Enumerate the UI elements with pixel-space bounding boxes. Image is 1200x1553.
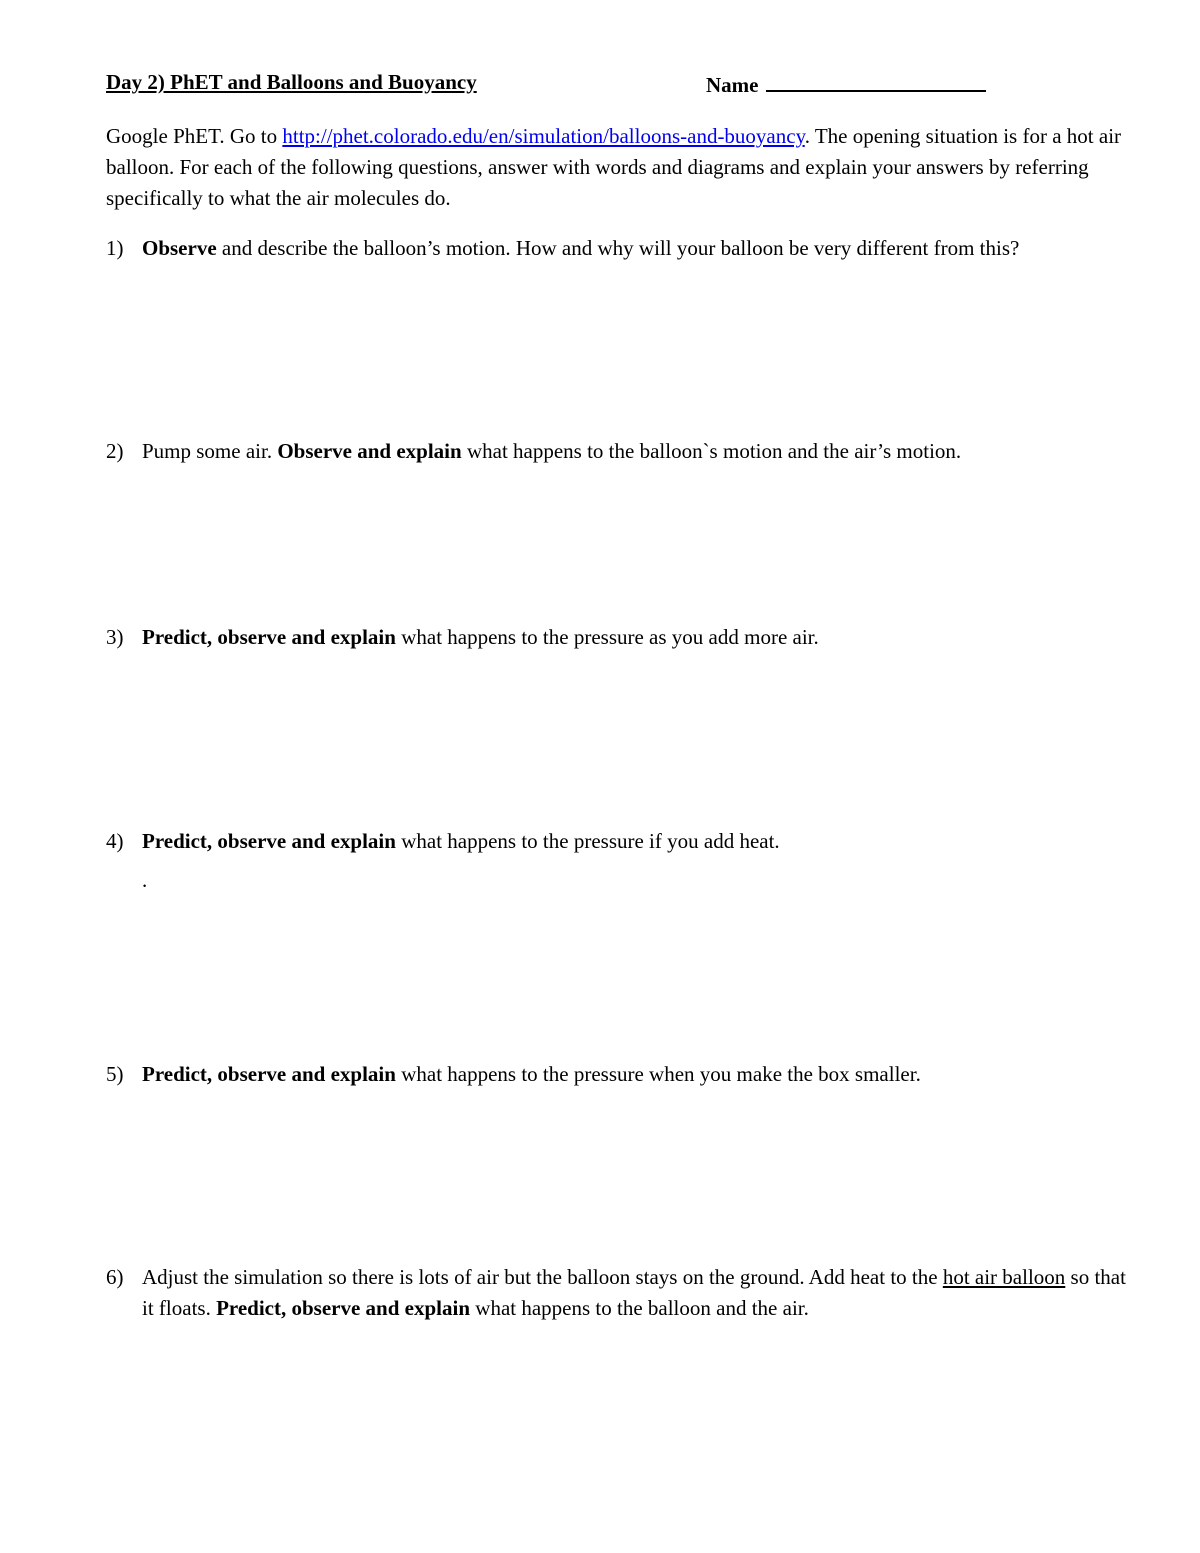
- question-pre: Adjust the simulation so there is lots of air but the balloon stays on the ground. Add heat to the: [142, 1265, 943, 1289]
- question-3: [106, 622, 1136, 653]
- question-6: [106, 1262, 1136, 1324]
- question-text: [142, 1059, 1136, 1090]
- question-post: what happens to the pressure if you add heat.: [395, 829, 780, 853]
- question-text: [142, 233, 1136, 264]
- question-bold: Predict, observe and explain: [216, 1296, 471, 1320]
- header: [106, 70, 1106, 104]
- question-number: 6): [106, 1265, 124, 1289]
- stray-dot: .: [142, 868, 148, 892]
- question-number: 1): [106, 236, 124, 260]
- question-mid: so that it floats.: [142, 1265, 1126, 1320]
- name-label: Name: [706, 73, 759, 97]
- intro-lead: Google PhET. Go to: [106, 124, 283, 148]
- question-bold: Predict, observe and explain: [142, 1062, 396, 1086]
- question-post: what happens to the balloon`s motion and the air’s motion.: [461, 439, 962, 463]
- simulation-link[interactable]: http://phet.colorado.edu/en/simulation/balloons-and-buoyancy: [282, 124, 805, 148]
- question-number: 4): [106, 829, 124, 853]
- intro-paragraph: [106, 121, 1136, 214]
- question-text: [142, 622, 1136, 653]
- question-text: [142, 1262, 1136, 1324]
- question-1: [106, 233, 1136, 264]
- question-4: [106, 826, 1136, 857]
- question-underline: hot air balloon: [942, 1265, 1066, 1289]
- question-bold: Observe: [142, 236, 217, 260]
- intro-rest: . The opening situation is for a hot air balloon. For each of the following questions, answer with words and diagrams and explain your answers by referring specifically to what the air molecules do.: [106, 124, 1122, 210]
- question-post: what happens to the pressure when you make the box smaller.: [395, 1062, 921, 1086]
- question-5: [106, 1059, 1136, 1090]
- question-text: [142, 826, 1136, 857]
- question-number: 2): [106, 439, 124, 463]
- question-post: what happens to the pressure as you add more air.: [395, 625, 819, 649]
- question-text: [142, 436, 1136, 467]
- question-pre: Pump some air.: [142, 439, 278, 463]
- name-blank-line: [766, 70, 986, 92]
- question-bold: Predict, observe and explain: [142, 625, 396, 649]
- question-number: 5): [106, 1062, 124, 1086]
- question-2: [106, 436, 1136, 467]
- question-bold: Observe and explain: [277, 439, 462, 463]
- page-title: Day 2) PhET and Balloons and Buoyancy: [106, 70, 477, 94]
- question-number: 3): [106, 625, 124, 649]
- question-post: what happens to the balloon and the air.: [470, 1296, 809, 1320]
- question-bold: Predict, observe and explain: [142, 829, 396, 853]
- question-post: and describe the balloon’s motion. How and why will your balloon be very different from this?: [216, 236, 1020, 260]
- name-field: [706, 70, 986, 98]
